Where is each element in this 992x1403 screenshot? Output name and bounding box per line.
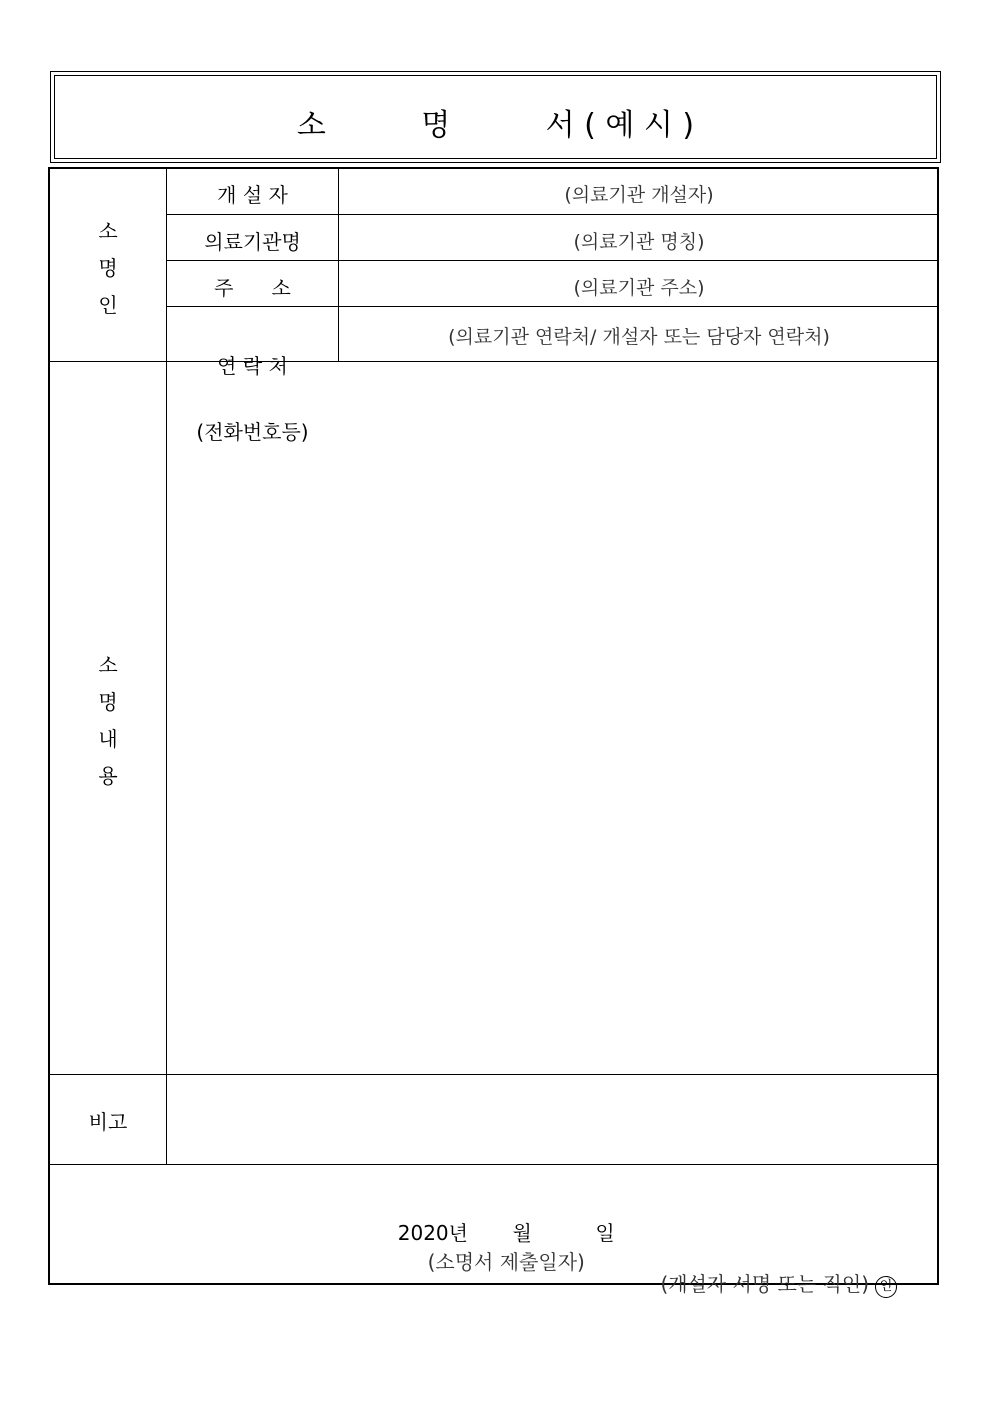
founder-value: (의료기관 개설자) (564, 184, 714, 206)
founder-label: 개 설 자 (217, 183, 288, 207)
document-title: 소 명 서 ( 예 시 ) (296, 108, 695, 143)
section-divider (50, 1164, 937, 1165)
signature-line: (개설자 서명 또는 직인) (660, 1272, 869, 1296)
title-inner-border (54, 75, 937, 159)
remarks-label: 비고 (88, 1110, 128, 1134)
seal-mark: 인 (875, 1276, 897, 1298)
applicant-section-label (93, 213, 123, 324)
contact-value: (의료기관 연락처/ 개설자 또는 담당자 연락처) (448, 326, 830, 348)
institution-name-value: (의료기관 명칭) (573, 231, 705, 253)
row-divider (166, 260, 937, 261)
content-section-label (93, 647, 123, 795)
content-label-char: 소 (98, 653, 118, 677)
address-label: 주 소 (214, 276, 291, 300)
row-divider (166, 214, 937, 215)
date-line: 2020년 월 일 (397, 1221, 615, 1245)
applicant-label-char: 소 (98, 219, 118, 243)
content-label-char: 명 (98, 690, 118, 714)
address-value: (의료기관 주소) (573, 277, 705, 299)
contact-label-line2: (전화번호등) (196, 420, 309, 444)
content-label-char: 용 (98, 764, 118, 788)
applicant-label-char: 명 (98, 256, 118, 280)
row-divider (166, 306, 937, 307)
remarks-body-area[interactable] (167, 1075, 937, 1164)
date-note: (소명서 제출일자) (427, 1250, 585, 1274)
content-body-area[interactable] (167, 362, 937, 1074)
applicant-label-char: 인 (98, 293, 118, 317)
contact-label-line1: 연 락 처 (217, 354, 288, 378)
signature-row (635, 1244, 897, 1322)
title-box (50, 71, 941, 163)
institution-name-label: 의료기관명 (204, 230, 301, 254)
form-table (48, 167, 939, 1296)
content-label-char: 내 (98, 727, 118, 751)
